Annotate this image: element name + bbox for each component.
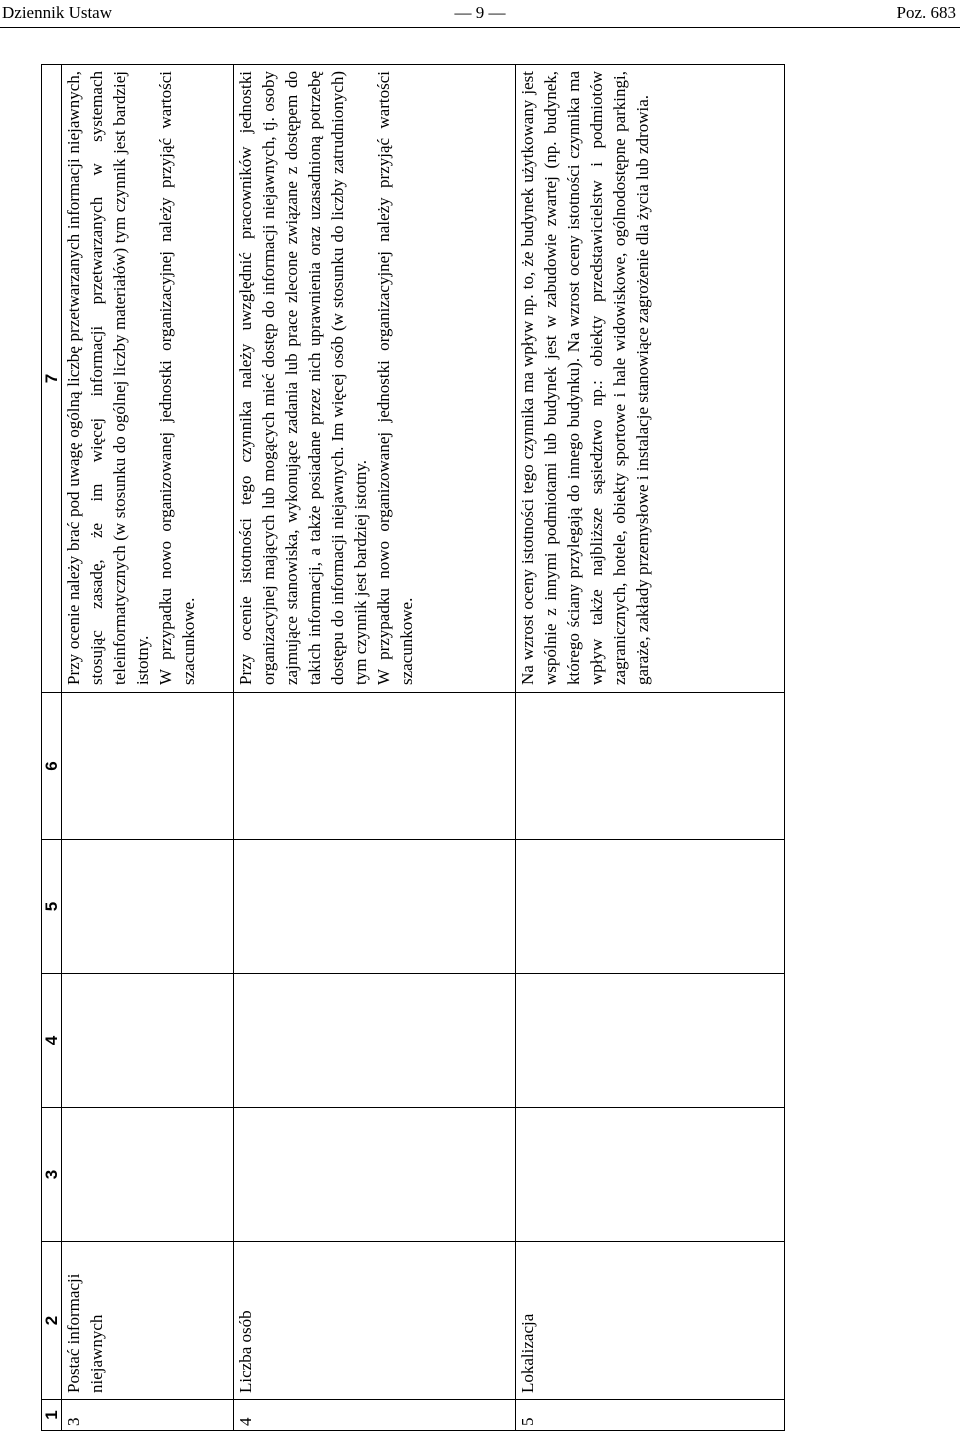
col-header-7: 7	[42, 65, 62, 693]
description-paragraph: Na wzrost oceny istotności tego czynnika ma wpływ np. to, że budynek użytkowany jest wspólnie z innymi podmiotami lub budynek jest w zabudowie zwartej (np. budynek, którego ściany przylegają do innego budynku). Na wzrost oceny istotności czynnika ma wpływ także najbliższe sąsiedztwo np.: obiekty przedstawicielstw i podmiotów zagranicznych, hotele, obiekty sportowe i hale widowiskowe, ogólnodostępne parkingi, garaże, zakłady przemysłowe i instalacje stanowiące zagrożenie dla życia lub zdrowia.	[518, 71, 652, 685]
empty-cell	[234, 1108, 516, 1242]
empty-cell	[62, 693, 234, 840]
factor-name: Postać informacji niejawnych	[62, 1242, 234, 1400]
empty-cell	[62, 840, 234, 974]
col-header-5: 5	[42, 840, 62, 974]
column-number-row	[42, 65, 62, 1431]
page-number: — 9 —	[454, 3, 506, 22]
table-row	[62, 65, 234, 1431]
col-header-3: 3	[42, 1108, 62, 1242]
empty-cell	[234, 974, 516, 1108]
description-paragraph: W przypadku nowo organizowanej jednostki organizacyjnej należy przyjąć wartości szacunkowe.	[156, 71, 198, 685]
table-row	[234, 65, 516, 1431]
empty-cell	[234, 840, 516, 974]
description-paragraph: W przypadku nowo organizowanej jednostki organizacyjnej należy przyjąć wartości szacunkowe.	[374, 71, 416, 685]
factor-description	[234, 65, 516, 693]
row-number: 4	[234, 1400, 516, 1431]
empty-cell	[62, 974, 234, 1108]
factor-name: Liczba osób	[234, 1242, 516, 1400]
row-number: 3	[62, 1400, 234, 1431]
empty-cell	[516, 693, 785, 840]
factor-description	[62, 65, 234, 693]
header-rule	[0, 27, 960, 28]
page-header	[0, 0, 960, 26]
col-header-2: 2	[42, 1242, 62, 1400]
risk-factor-table	[41, 64, 785, 1431]
empty-cell	[62, 1108, 234, 1242]
factor-name: Lokalizacja	[516, 1242, 785, 1400]
col-header-4: 4	[42, 974, 62, 1108]
col-header-6: 6	[42, 693, 62, 840]
empty-cell	[234, 693, 516, 840]
empty-cell	[516, 974, 785, 1108]
factor-description	[516, 65, 785, 693]
journal-title: Dziennik Ustaw	[2, 3, 113, 22]
empty-cell	[516, 840, 785, 974]
description-paragraph: Przy ocenie istotności tego czynnika należy uwzględnić pracowników jednostki organizacyjnej mających lub mogących mieć dostęp do informacji niejawnych, tj. osoby zajmujące stanowiska, wykonujące zadania lub prace zlecone związane z dostępem do takich informacji, a także posiadane przez nich uprawnienia oraz uzasadnioną potrzebę dostępu do informacji niejawnych. Im więcej osób (w stosunku do liczby zatrudnionych) tym czynnik jest bardziej istotny.	[236, 71, 370, 685]
rotated-table-container	[41, 65, 784, 1431]
empty-cell	[516, 1108, 785, 1242]
position-number: Poz. 683	[896, 3, 956, 22]
row-number: 5	[516, 1400, 785, 1431]
col-header-1: 1	[42, 1400, 62, 1431]
table-row	[516, 65, 785, 1431]
description-paragraph: Przy ocenie należy brać pod uwagę ogólną liczbę przetwarzanych informacji niejawnych, stosując zasadę, że im więcej informacji przetwarzanych w systemach teleinformatycznych (w stosunku do ogólnej liczby materiałów) tym czynnik jest bardziej istotny.	[64, 71, 152, 685]
